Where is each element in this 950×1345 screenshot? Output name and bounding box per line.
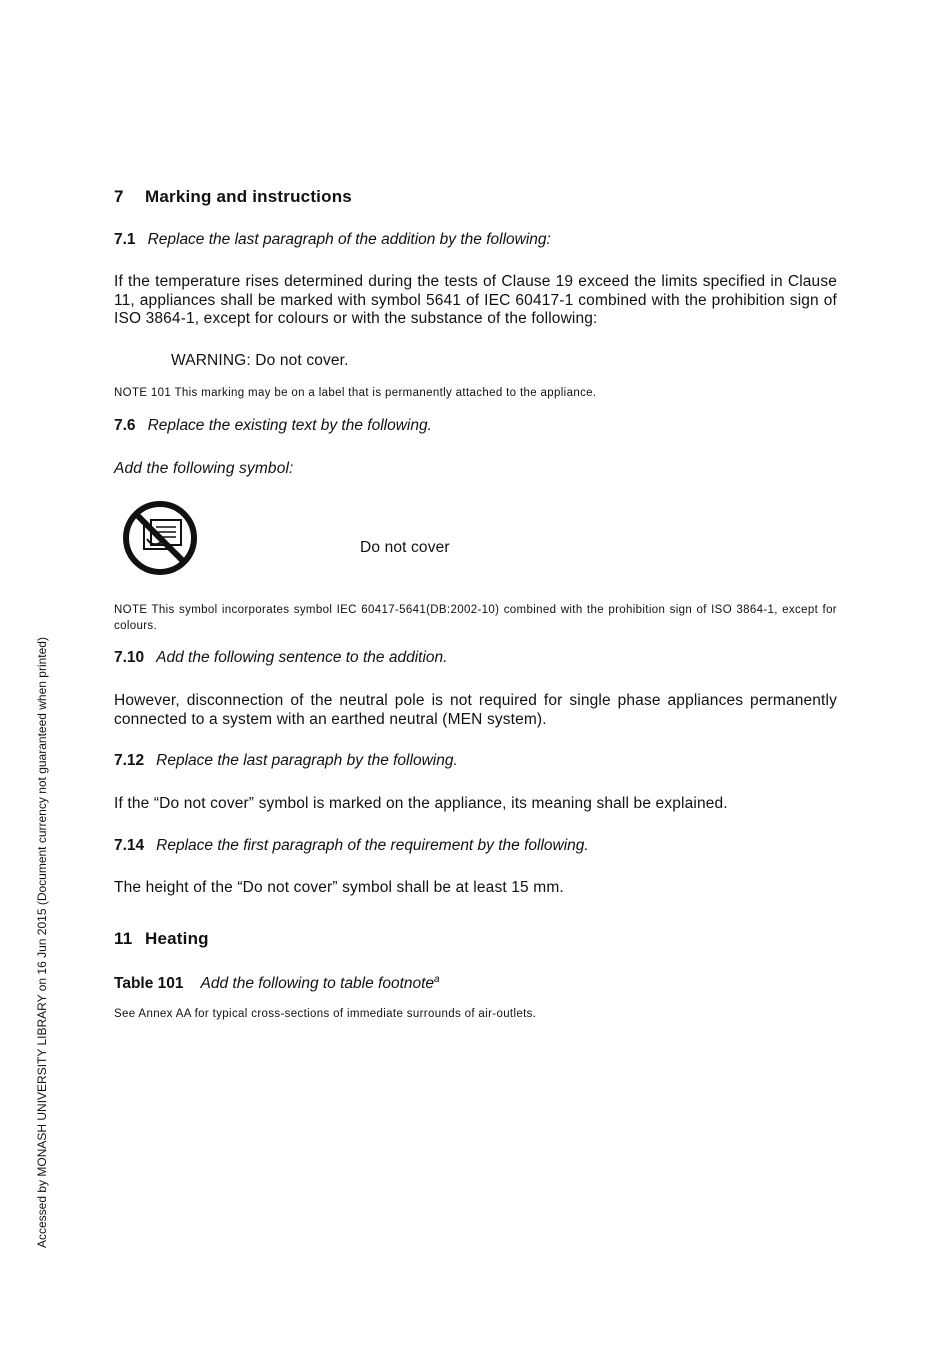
- paragraph-temperature-rises: If the temperature rises determined during the tests of Clause 19 exceed the limits specified in Clause 11, appliances shall be marked with symbol 5641 of IEC 60417-1 combined with the prohibition sign of ISO 3864-1, except for colours or with the substance of the following:: [114, 273, 837, 327]
- clause-number: 7.6: [114, 417, 136, 434]
- clause-7-12-heading: [114, 752, 837, 770]
- section-number: 7: [114, 187, 124, 206]
- clause-number: 7.10: [114, 649, 145, 666]
- clause-instruction: Replace the last paragraph by the following.: [156, 752, 458, 769]
- footnote-marker: a: [434, 974, 440, 985]
- clause-number: 7.1: [114, 231, 136, 248]
- table-label: Table 101: [114, 975, 184, 993]
- paragraph-neutral-pole: However, disconnection of the neutral pole is not required for single phase appliances permanently connected to a system with an earthed neutral (MEN system).: [114, 692, 837, 728]
- clause-instruction: Replace the last paragraph of the addition by the following:: [147, 231, 551, 248]
- section-7-heading: [114, 187, 837, 207]
- table-101-heading: [114, 974, 837, 993]
- clause-7-1-heading: [114, 231, 837, 249]
- note-101: NOTE 101 This marking may be on a label that is permanently attached to the appliance.: [114, 387, 597, 399]
- symbol-label: Do not cover: [360, 539, 450, 556]
- do-not-cover-symbol-icon: [121, 499, 199, 577]
- clause-number: 7.14: [114, 837, 145, 854]
- add-symbol-instruction: Add the following symbol:: [114, 460, 294, 477]
- clause-7-6-heading: [114, 417, 837, 435]
- access-watermark-text: Accessed by MONASH UNIVERSITY LIBRARY on 16 Jun 2015 (Document currency not guaranteed when printed): [35, 637, 49, 1248]
- paragraph-symbol-height: The height of the “Do not cover” symbol shall be at least 15 mm.: [114, 879, 564, 896]
- clause-instruction: Replace the first paragraph of the requirement by the following.: [156, 837, 589, 854]
- section-title: Marking and instructions: [145, 187, 352, 206]
- note-symbol: NOTE This symbol incorporates symbol IEC 60417-5641(DB:2002-10) combined with the prohibition sign of ISO 3864-1, except for colours.: [114, 604, 837, 632]
- warning-text: WARNING: Do not cover.: [171, 352, 349, 369]
- clause-instruction: Replace the existing text by the following.: [147, 417, 432, 434]
- paragraph-symbol-meaning: If the “Do not cover” symbol is marked on the appliance, its meaning shall be explained.: [114, 795, 728, 812]
- section-number: 11: [114, 929, 133, 948]
- clause-instruction: Add the following sentence to the addition.: [156, 649, 448, 666]
- table-instruction: Add the following to table footnote: [200, 975, 435, 993]
- clause-7-10-heading: [114, 649, 837, 667]
- section-title: Heating: [145, 929, 209, 948]
- clause-number: 7.12: [114, 752, 145, 769]
- annex-aa-reference: See Annex AA for typical cross-sections of immediate surrounds of air-outlets.: [114, 1008, 537, 1020]
- clause-7-14-heading: [114, 837, 837, 855]
- section-11-heading: [114, 929, 837, 949]
